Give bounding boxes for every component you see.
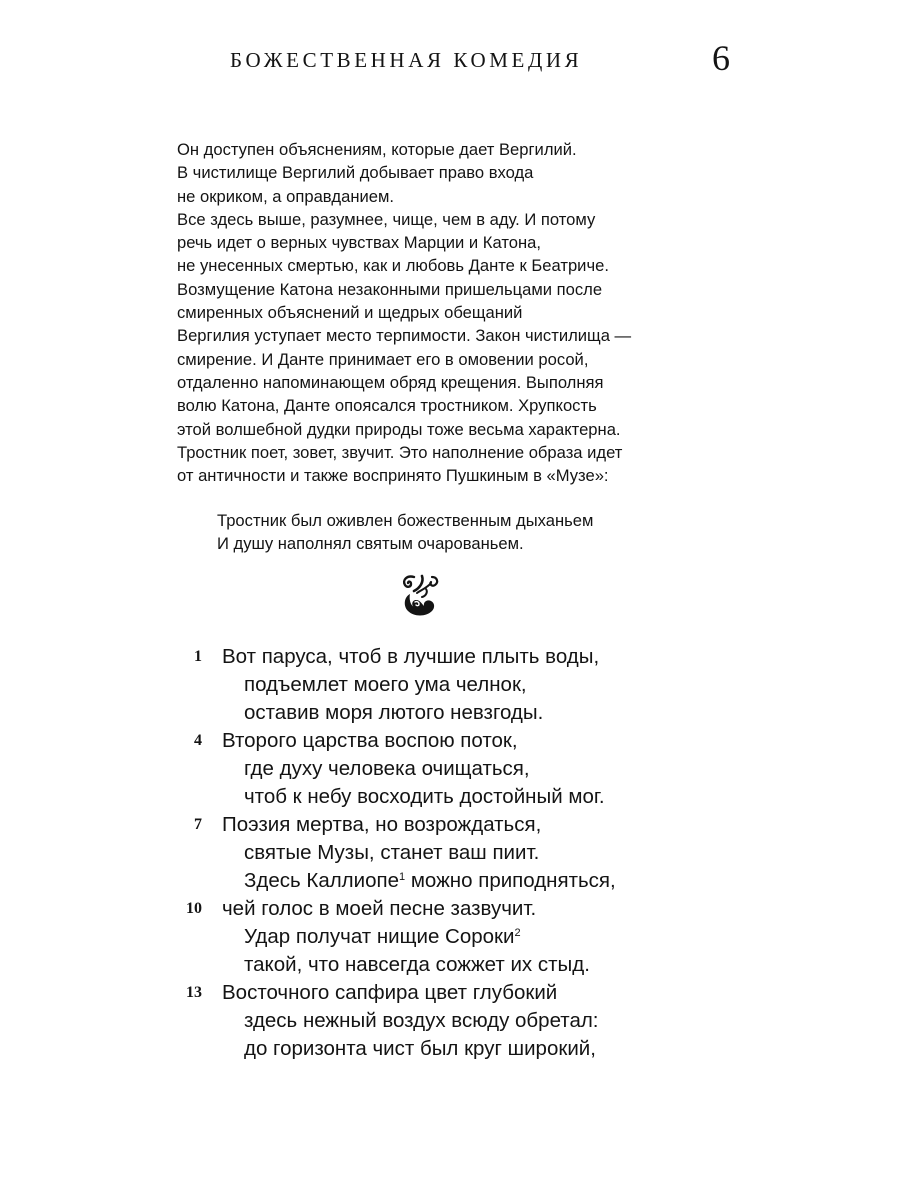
verse-text: Второго царства воспою поток,	[222, 729, 518, 752]
commentary-line: волю Катона, Данте опоясался тростником. Хрупкость	[177, 396, 597, 416]
verse-text: подъемлет моего ума челнок,	[244, 673, 527, 696]
line-number: 1	[194, 648, 202, 665]
verse-line	[0, 839, 900, 867]
line-number: 7	[194, 816, 202, 833]
verse-text: оставив моря лютого невзгоды.	[244, 701, 544, 724]
verse-text: чей голос в моей песне зазвучит.	[222, 897, 537, 920]
verse-line	[0, 895, 900, 923]
floral-fleuron-icon	[398, 573, 442, 619]
commentary-line: отдаленно напоминающем обряд крещения. Выполняя	[177, 372, 604, 392]
commentary-line: В чистилище Вергилий добывает право входа	[177, 163, 534, 183]
canto-verses	[0, 643, 900, 1063]
verse-line	[0, 923, 900, 951]
verse-text: такой, что навсегда сожжет их стыд.	[244, 953, 590, 976]
commentary-line: от античности и также воспринято Пушкиным в «Музе»:	[177, 466, 609, 486]
commentary-line: этой волшебной дудки природы тоже весьма характерна.	[177, 419, 621, 439]
verse-line	[0, 699, 900, 727]
commentary-line: Возмущение Катона незаконными пришельцами после	[177, 279, 603, 299]
commentary-line: речь идет о верных чувствах Марции и Катона,	[177, 233, 541, 253]
verse-line	[0, 783, 900, 811]
verse-text: Поэзия мертва, но возрождаться,	[222, 813, 542, 836]
commentary-line: Он доступен объяснениям, которые дает Вергилий.	[177, 140, 577, 159]
verse-line	[0, 755, 900, 783]
line-number: 13	[186, 984, 202, 1001]
verse-line	[0, 1035, 900, 1063]
verse-text-start: Удар получат нищие Сороки	[244, 925, 515, 948]
verse-line	[0, 643, 900, 671]
quote-line: Тростник был оживлен божественным дыханьем	[217, 511, 594, 530]
commentary-paragraph	[177, 138, 697, 487]
quote-line: И душу наполнял святым очарованьем.	[217, 534, 524, 554]
verse-text: где духу человека очищаться,	[244, 757, 530, 780]
commentary-line: Вергилия уступает место терпимости. Закон чистилища —	[177, 326, 632, 346]
verse-text-start: Здесь Каллиопе	[244, 869, 399, 892]
verse-line	[0, 811, 900, 839]
footnote-marker: 1	[399, 871, 406, 883]
verse-text	[244, 923, 521, 951]
line-number: 10	[186, 900, 202, 917]
commentary-line: смиренных объяснений и щедрых обещаний	[177, 303, 523, 323]
verse-text: Вот паруса, чтоб в лучшие плыть воды,	[222, 645, 600, 668]
page-number: 6	[712, 38, 730, 78]
line-number: 4	[194, 732, 202, 749]
commentary-line: не унесенных смертью, как и любовь Данте к Беатриче.	[177, 256, 609, 276]
verse-line	[0, 1007, 900, 1035]
verse-text	[244, 867, 616, 895]
verse-text: Восточного сапфира цвет глубокий	[222, 981, 558, 1004]
verse-text: святые Музы, станет ваш пиит.	[244, 841, 540, 864]
commentary-line: не окриком, а оправданием.	[177, 186, 395, 206]
footnote-marker: 2	[514, 927, 521, 939]
pushkin-quote	[217, 509, 593, 556]
verse-line	[0, 867, 900, 895]
commentary-line: Тростник поет, зовет, звучит. Это наполнение образа идет	[177, 442, 623, 462]
verse-line	[0, 727, 900, 755]
verse-text: здесь нежный воздух всюду обретал:	[244, 1009, 599, 1032]
verse-line	[0, 951, 900, 979]
verse-text: до горизонта чист был круг широкий,	[244, 1037, 596, 1060]
commentary-line: Все здесь выше, разумнее, чище, чем в аду. И потому	[177, 209, 596, 229]
verse-line	[0, 671, 900, 699]
commentary-line: смирение. И Данте принимает его в омовении росой,	[177, 349, 589, 369]
running-title: БОЖЕСТВЕННАЯ КОМЕДИЯ	[230, 48, 583, 72]
verse-text-end: можно приподняться,	[405, 869, 616, 892]
verse-text: чтоб к небу восходить достойный мог.	[244, 785, 605, 808]
verse-line	[0, 979, 900, 1007]
